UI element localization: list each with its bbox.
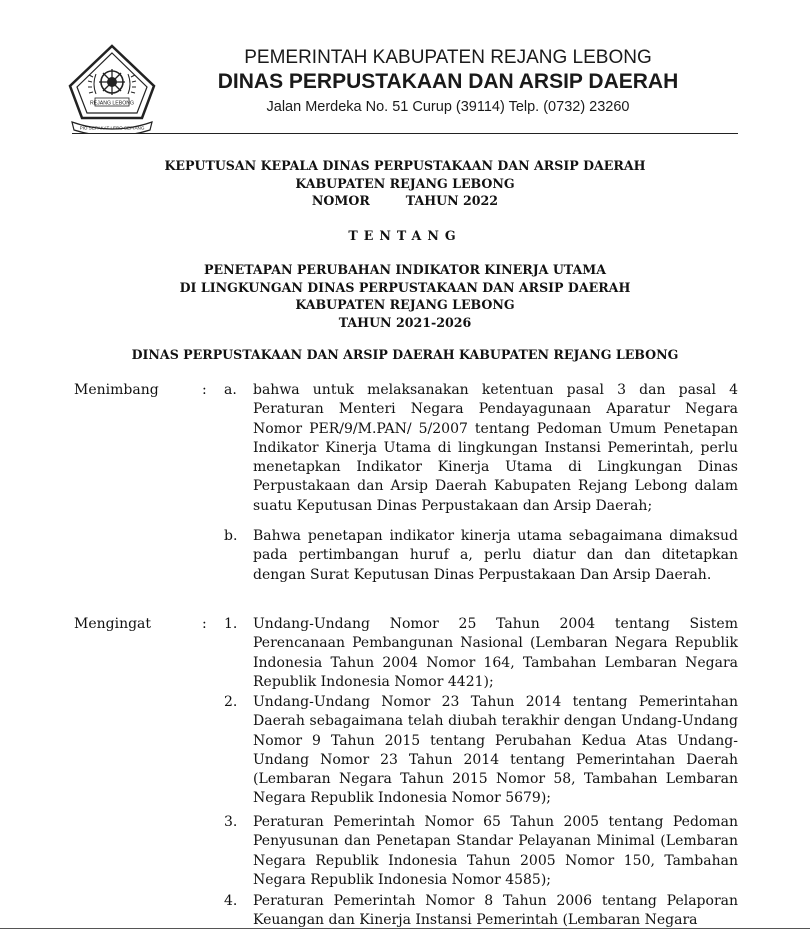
emblem-top-text: REJANG LEBONG [89,100,135,107]
subject-line4: TAHUN 2021-2026 [338,314,472,330]
subject-line3: KABUPATEN REJANG LEBONG [295,297,515,312]
mengingat-4-text: Peraturan Pemerintah Nomor 8 Tahun 2006 tentang Pelaporan Keuangan dan Kinerja Instansi Pemerintah (Lembaran Negara [253,893,738,929]
subject-line1: PENETAPAN PERUBAHAN INDIKATOR KINERJA UTAMA [204,262,606,277]
decree-title-line2: KABUPATEN REJANG LEBONG [295,175,515,191]
menimbang-label: Menimbang [74,382,159,398]
mengingat-label: Mengingat [74,616,152,632]
decree-subject [0,261,810,331]
agency-address: Jalan Merdeka No. 51 Curup (39114) Telp. (0732) 23260 [266,99,630,115]
issuer-heading: DINAS PERPUSTAKAAN DAN ARSIP DAERAH KABUPATEN REJANG LEBONG [131,347,679,362]
mengingat-colon: : [202,616,207,632]
tentang-heading: TENTANG [348,228,462,243]
mengingat-2-text: Undang-Undang Nomor 23 Tahun 2014 tentang Pemerintahan Daerah sebagaimana telah diubah terakhir dengan Undang-Undang Nomor 9 Tahun 2015 tentang Perubahan Kedua Atas Undang-Undang Nomor 23 Tahun 2014 tentang Pemerintahan Daerah (Lembaran Negara Tahun 2015 Nomor 58, Tambahan Lembaran Negara Republik Indonesia Nomor 5679); [253,694,738,807]
menimbang-a-text: bahwa untuk melaksanakan ketentuan pasal 3 dan pasal 4 Peraturan Menteri Negara Pendayagunaan Aparatur Negara Nomor PER/9/M.PAN/ 5/2007 tentang Pedoman Umum Penetapan Indikator Kinerja Utama di lingkungan Instansi Pemerintah, perlu menetapkan Indikator Kinerja Utama di Lingkungan Dinas Perpustakaan dan Arsip Daerah Kabupaten Rejang Lebong dalam suatu Keputusan Dinas Perpustakaan dan Arsip Daerah; [253,382,738,514]
decree-title [0,157,810,210]
emblem-ribbon-text: PIO SEPAKAT LEBO SEPIANG [79,125,145,131]
menimbang-b-text: Bahwa penetapan indikator kinerja utama sebagaimana dimaksud pada pertimbangan huruf a, perlu diatur dan dan ditetapkan dengan Surat Keputusan Dinas Perpustakaan Dan Arsip Daerah. [253,528,738,583]
subject-line2: DI LINGKUNGAN DINAS PERPUSTAKAAN DAN ARSIP DAERAH [179,279,631,295]
decree-year: TAHUN 2022 [405,193,499,208]
agency-name: DINAS PERPUSTAKAAN DAN ARSIP DAERAH [217,70,679,93]
mengingat-1-marker: 1. [224,616,238,632]
mengingat-3-text: Peraturan Pemerintah Nomor 65 Tahun 2005 tentang Pedoman Penyusunan dan Penetapan Standar Pelayanan Minimal (Lembaran Negara Republik Indonesia Tahun 2005 Nomor 150, Tambahan Negara Republik Indonesia Nomor 4585); [253,814,738,888]
rejang-lebong-emblem [66,44,158,134]
letterhead [170,47,726,118]
menimbang-b-marker: b. [224,528,238,544]
page-bottom-edge [0,928,810,929]
decree-number-label: NOMOR [311,193,370,208]
menimbang-a-marker: a. [224,382,237,398]
mengingat-4-marker: 4. [224,893,238,909]
government-name: PEMERINTAH KABUPATEN REJANG LEBONG [244,47,652,68]
mengingat-1-text: Undang-Undang Nomor 25 Tahun 2004 tentang Sistem Perencanaan Pembangunan Nasional (Lembaran Negara Republik Indonesia Tahun 2004 Nomor 164, Tambahan Lembaran Negara Republik Indonesia Nomor 4421); [253,616,738,690]
menimbang-colon: : [202,382,207,398]
mengingat-3-marker: 3. [224,814,238,830]
letterhead-divider [72,133,738,134]
mengingat-2-marker: 2. [224,694,238,710]
decree-title-line1: KEPUTUSAN KEPALA DINAS PERPUSTAKAAN DAN ARSIP DAERAH [164,158,646,173]
decree-number-line [0,192,810,210]
